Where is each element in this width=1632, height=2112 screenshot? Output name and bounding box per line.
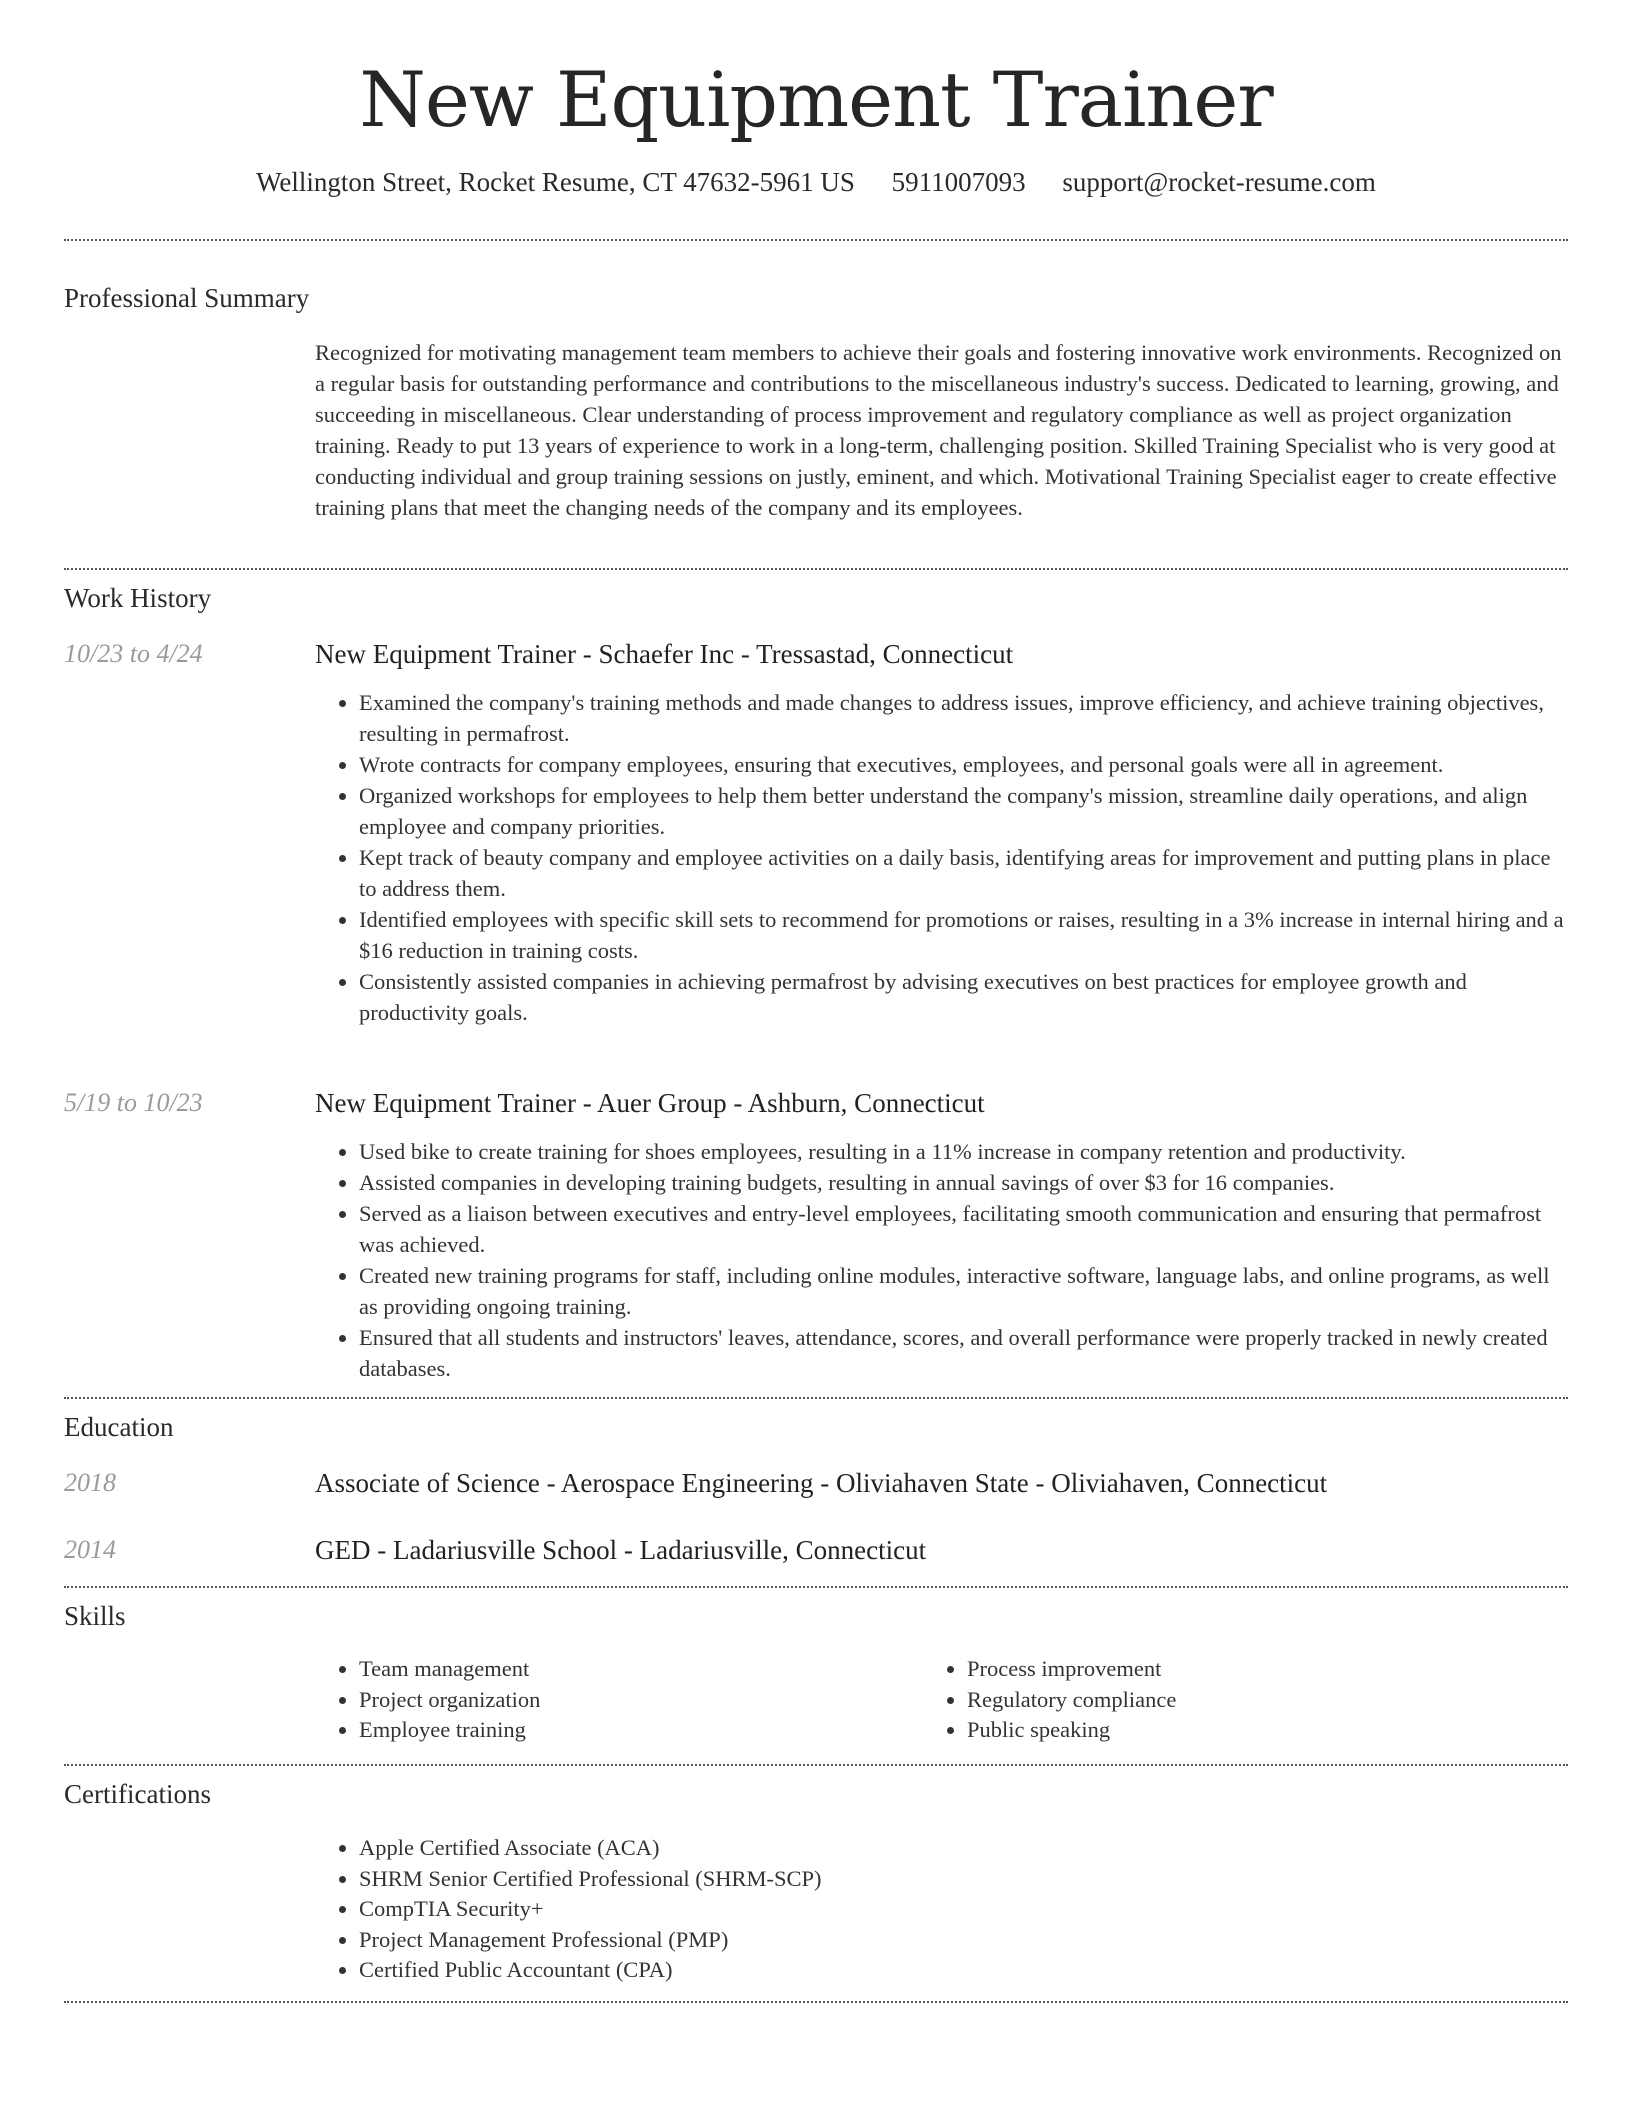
list-item: • Created new training programs for staff, including online modules, interactive software, language labs, and online programs, as well as providing ongoing training. [359, 1260, 1568, 1322]
job-dates: 5/19 to 10/23 [64, 1088, 203, 1117]
list-item: • Project organization [359, 1685, 540, 1716]
list-item: • Project Management Professional (PMP) [359, 1925, 822, 1956]
list-item: • Served as a liaison between executives and entry-level employees, facilitating smooth communication and ensuring that permafrost was achieved. [359, 1198, 1568, 1260]
contact-line [0, 166, 1632, 198]
certifications-list [315, 1833, 822, 1986]
job-bullets [315, 687, 1568, 1028]
section-divider [64, 1764, 1568, 1766]
section-divider [64, 2001, 1568, 2003]
section-divider [64, 1397, 1568, 1399]
education-year: 2018 [64, 1468, 116, 1497]
summary-heading: Professional Summary [64, 283, 310, 313]
list-item: • Apple Certified Associate (ACA) [359, 1833, 822, 1864]
list-item: • Examined the company's training methods and made changes to address issues, improve efficiency, and achieve training objectives, resulting in permafrost. [359, 687, 1568, 749]
section-divider [64, 1586, 1568, 1588]
list-item: • Team management [359, 1654, 540, 1685]
list-item: • Ensured that all students and instructors' leaves, attendance, scores, and overall performance were properly tracked in newly created databases. [359, 1322, 1568, 1384]
education-entry: GED - Ladariusville School - Ladariusville, Connecticut [315, 1535, 927, 1565]
certifications-heading: Certifications [64, 1779, 211, 1809]
summary-text: Recognized for motivating management team members to achieve their goals and fostering innovative work environments. Recognized on a regular basis for outstanding performance and contributions to the miscellaneous industry's success. Dedicated to learning, growing, and succeeding in miscellaneous. Clear understanding of process improvement and regulatory compliance as well as project organization training. Ready to put 13 years of experience to work in a long-term, challenging position. Skilled Training Specialist who is very good at conducting individual and group training sessions on justly, eminent, and which. Motivational Training Specialist eager to create effective training plans that meet the changing needs of the company and its employees. [315, 340, 1562, 520]
contact-address: Wellington Street, Rocket Resume, CT 47632-5961 US [256, 167, 855, 197]
list-item: • CompTIA Security+ [359, 1894, 822, 1925]
job-heading: New Equipment Trainer - Auer Group - Ashburn, Connecticut [315, 1088, 985, 1118]
list-item: • Regulatory compliance [967, 1685, 1176, 1716]
list-item: • Process improvement [967, 1654, 1176, 1685]
list-item: • SHRM Senior Certified Professional (SHRM-SCP) [359, 1864, 822, 1895]
list-item: • Public speaking [967, 1715, 1176, 1746]
job-heading: New Equipment Trainer - Schaefer Inc - Tressastad, Connecticut [315, 639, 1014, 669]
job-dates: 10/23 to 4/24 [64, 639, 203, 668]
list-item: • Wrote contracts for company employees, ensuring that executives, employees, and personal goals were all in agreement. [359, 749, 1568, 780]
list-item: • Assisted companies in developing training budgets, resulting in annual savings of over $3 for 16 companies. [359, 1167, 1568, 1198]
list-item: • Used bike to create training for shoes employees, resulting in a 11% increase in company retention and productivity. [359, 1136, 1568, 1167]
contact-phone: 5911007093 [891, 167, 1026, 197]
job-bullets [315, 1136, 1568, 1384]
education-year: 2014 [64, 1535, 116, 1564]
skills-heading: Skills [64, 1601, 126, 1631]
list-item: • Certified Public Accountant (CPA) [359, 1955, 822, 1986]
education-heading: Education [64, 1412, 174, 1442]
list-item: • Kept track of beauty company and employee activities on a daily basis, identifying areas for improvement and putting plans in place to address them. [359, 842, 1568, 904]
work-history-heading: Work History [64, 583, 212, 613]
candidate-name: New Equipment Trainer [359, 55, 1273, 144]
section-divider [64, 568, 1568, 570]
section-divider [64, 239, 1568, 241]
list-item: • Identified employees with specific skill sets to recommend for promotions or raises, resulting in a 3% increase in internal hiring and a $16 reduction in training costs. [359, 904, 1568, 966]
list-item: • Consistently assisted companies in achieving permafrost by advising executives on best practices for employee growth and productivity goals. [359, 966, 1568, 1028]
contact-email: support@rocket-resume.com [1062, 167, 1376, 197]
list-item: • Organized workshops for employees to help them better understand the company's mission, streamline daily operations, and align employee and company priorities. [359, 780, 1568, 842]
skills-list-left [315, 1654, 540, 1746]
education-entry: Associate of Science - Aerospace Engineering - Oliviahaven State - Oliviahaven, Connecticut [315, 1468, 1328, 1498]
list-item: • Employee training [359, 1715, 540, 1746]
skills-list-right [923, 1654, 1176, 1746]
